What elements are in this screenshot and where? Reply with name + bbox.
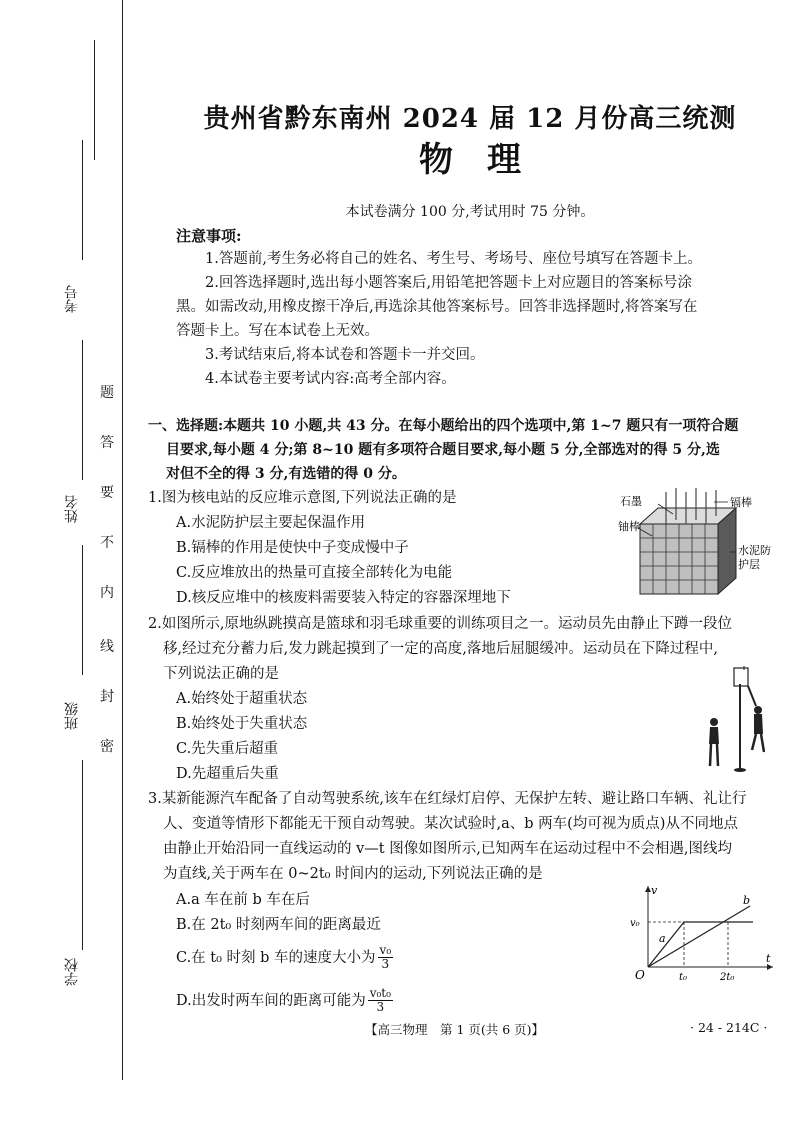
margin-line xyxy=(94,40,95,160)
seal-char: 答 xyxy=(100,435,114,451)
option: C.反应堆放出的热量可直接全部转化为电能 xyxy=(176,565,453,581)
seal-char: 不 xyxy=(100,535,114,551)
exam-info: 本试卷满分 100 分,考试用时 75 分钟。 xyxy=(345,204,595,220)
jump-figure xyxy=(700,664,772,774)
tick-v0: v₀ xyxy=(630,918,640,929)
notice-line: 答题卡上。写在本试卷上无效。 xyxy=(176,323,379,339)
option: B.始终处于失重状态 xyxy=(176,716,308,732)
fraction xyxy=(378,944,394,971)
paper-code: · 24 - 214C · xyxy=(690,1020,768,1035)
question-stem: 3.某新能源汽车配备了自动驾驶系统,该车在红绿灯启停、无保护左转、避让路口车辆、礼让行 xyxy=(148,791,747,807)
option: D.先超重后失重 xyxy=(176,766,279,782)
notice-line: 4.本试卷主要考试内容:高考全部内容。 xyxy=(205,371,456,387)
page-footer: 【高三物理 第 1 页(共 6 页)】 xyxy=(365,1022,545,1037)
question-stem: 1.图为核电站的反应堆示意图,下列说法正确的是 xyxy=(148,490,457,506)
option: B.在 2t₀ 时刻两车间的距离最近 xyxy=(176,917,381,933)
question-stem: 移,经过充分蓄力后,发力跳起摸到了一定的高度,落地后屈腿缓冲。运动员在下降过程中, xyxy=(163,641,718,657)
origin: O xyxy=(635,968,645,982)
question-stem: 由静止开始沿同一直线运动的 v—t 图像如图所示,已知两车在运动过程中不会相遇,图线均 xyxy=(163,841,732,857)
school-label: 学校 xyxy=(64,958,80,986)
option: A.水泥防护层主要起保温作用 xyxy=(176,515,366,531)
class-underline xyxy=(82,545,83,675)
question-stem: 为直线,关于两车在 0~2t₀ 时间内的运动,下列说法正确的是 xyxy=(163,866,543,882)
notice-line: 3.考试结束后,将本试卷和答题卡一并交回。 xyxy=(205,347,485,363)
seal-char: 要 xyxy=(100,485,114,501)
class-label: 班级 xyxy=(64,702,80,730)
fraction xyxy=(368,987,393,1014)
label-cadmium: 镉棒 xyxy=(730,496,752,509)
exam-title: 贵州省黔东南州 2024 届 12 月份高三统测 xyxy=(203,104,737,134)
label-concrete: 护层 xyxy=(738,558,760,571)
fraction-denominator: 3 xyxy=(376,1000,385,1014)
subject-title: 物理 xyxy=(419,140,555,180)
question-stem: 人、变道等情形下都能无干预自动驾驶。某次试验时,a、b 两车(均可视为质点)从不同地点 xyxy=(163,816,738,832)
notice-line: 2.回答选择题时,选出每小题答案后,用铅笔把答题卡上对应题目的答案标号涂 xyxy=(205,275,693,291)
seal-char: 密 xyxy=(100,739,114,755)
tick-2t0: 2t₀ xyxy=(720,972,735,982)
option: A.始终处于超重状态 xyxy=(176,691,308,707)
seal-char: 封 xyxy=(100,689,114,705)
label-concrete: 水泥防 xyxy=(738,544,771,557)
exam-no-underline xyxy=(82,140,83,260)
binding-margin xyxy=(0,0,130,1123)
name-label: 姓名 xyxy=(64,495,80,523)
fraction-numerator: v₀t₀ xyxy=(369,986,391,1000)
option-text: C.在 t₀ 时刻 b 车的速度大小为 xyxy=(176,949,376,966)
seal-char: 线 xyxy=(100,639,114,655)
section-heading: 对但不全的得 3 分,有选错的得 0 分。 xyxy=(166,466,406,482)
option: C.先失重后超重 xyxy=(176,741,279,757)
question-stem: 下列说法正确的是 xyxy=(163,666,279,682)
fraction-numerator: v₀ xyxy=(379,943,392,957)
option-text: D.出发时两车间的距离可能为 xyxy=(176,992,366,1009)
option: D.核反应堆中的核废料需要装入特定的容器深埋地下 xyxy=(176,590,511,606)
notice-line: 黑。如需改动,用橡皮擦干净后,再选涂其他答案标号。回答非选择题时,将答案写在 xyxy=(176,299,698,315)
seal-char: 题 xyxy=(100,385,114,401)
option xyxy=(176,944,393,971)
seal-line xyxy=(122,0,123,1080)
line-label-b: b xyxy=(743,894,751,907)
school-underline xyxy=(82,760,83,950)
exam-no-label: 考号 xyxy=(64,285,80,313)
seal-char: 内 xyxy=(100,585,114,601)
section-heading: 目要求,每小题 4 分;第 8~10 题有多项符合题目要求,每小题 5 分,全部选对的得 5 分,选 xyxy=(166,442,720,458)
question-stem: 2.如图所示,原地纵跳摸高是篮球和羽毛球重要的训练项目之一。运动员先由静止下蹲一段位 xyxy=(148,616,732,632)
vt-graph xyxy=(628,882,778,982)
notice-heading: 注意事项: xyxy=(176,227,242,245)
line-label-a: a xyxy=(659,932,666,945)
option: B.镉棒的作用是使快中子变成慢中子 xyxy=(176,540,409,556)
axis-t: t xyxy=(766,952,771,965)
axis-v: v xyxy=(651,884,658,897)
reactor-figure xyxy=(618,484,790,602)
fraction-denominator: 3 xyxy=(381,957,390,971)
name-underline xyxy=(82,340,83,480)
tick-t0: t₀ xyxy=(679,972,688,982)
option: A.a 车在前 b 车在后 xyxy=(176,892,310,908)
option xyxy=(176,987,393,1014)
label-graphite: 石墨 xyxy=(620,495,642,508)
notice-line: 1.答题前,考生务必将自己的姓名、考生号、考场号、座位号填写在答题卡上。 xyxy=(205,251,702,267)
section-heading: 一、选择题:本题共 10 小题,共 43 分。在每小题给出的四个选项中,第 1~7 题只有一项符合题 xyxy=(148,418,739,434)
label-uranium: 铀棒 xyxy=(618,520,640,533)
